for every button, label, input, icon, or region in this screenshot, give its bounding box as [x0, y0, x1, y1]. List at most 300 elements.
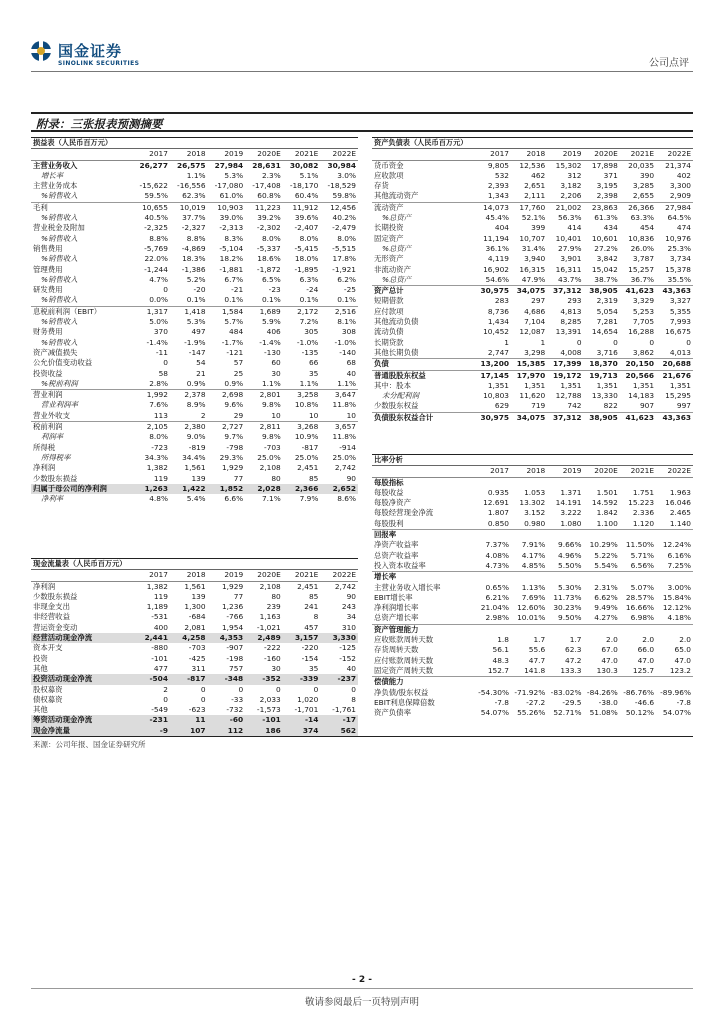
cell-value: -880	[151, 643, 168, 653]
section-title: 资产负债表（人民币百万元）	[372, 138, 693, 149]
cell-value: 38,905	[584, 412, 620, 423]
cell-value: 15,385	[511, 359, 547, 370]
cell-value: 15,295	[665, 391, 691, 401]
cell-value: 400	[153, 622, 168, 632]
cell-value	[584, 530, 620, 541]
cell-value: 7.9%	[299, 494, 319, 504]
cell-value: 20,566	[620, 370, 656, 381]
table-row	[372, 401, 693, 412]
cell-value: 80	[271, 473, 281, 483]
row-label: 营业外收支	[33, 410, 70, 420]
cell-value: 17,898	[591, 160, 618, 170]
cell-value: 7,281	[596, 317, 618, 327]
cell-value: 312	[567, 170, 582, 180]
cell-value: 6.5%	[261, 274, 281, 284]
table-row	[372, 540, 693, 550]
cell-value: -1,872	[256, 264, 281, 274]
table-row	[372, 286, 693, 297]
cell-value: 19,713	[584, 370, 620, 381]
cell-value: 2,655	[632, 191, 655, 201]
cell-value: 40.2%	[332, 213, 356, 223]
cell-value: -1.4%	[146, 337, 168, 347]
cell-value: 12.12%	[662, 603, 691, 613]
cell-value: 1.1%	[186, 170, 206, 180]
cell-value: 5.2%	[186, 274, 206, 284]
table-row	[31, 422, 358, 433]
cell-value: 2,747	[487, 347, 509, 357]
cell-value: 130.3	[596, 665, 618, 675]
year-header: 2018	[170, 570, 208, 581]
row-label: 少数股东权益	[374, 401, 419, 411]
year-header: 2019	[547, 149, 583, 160]
year-header: 2020E	[584, 149, 620, 160]
cell-value: 17,760	[511, 202, 547, 213]
cell-value: 1,561	[184, 581, 206, 591]
row-label: 销售费用	[33, 243, 63, 253]
cell-value: -5,104	[219, 243, 244, 253]
cell-value: 2,033	[259, 694, 281, 704]
income-statement-table	[31, 137, 358, 504]
cell-value: 8,285	[560, 317, 582, 327]
cell-value: 5.4%	[186, 494, 206, 504]
cell-value: 2,516	[320, 306, 358, 317]
table-row	[372, 645, 693, 655]
cell-value: 0	[276, 684, 281, 694]
cell-value: 11,194	[483, 233, 509, 243]
year-header: 2021E	[283, 149, 321, 160]
cell-value: 8.3%	[224, 233, 244, 243]
cell-value: 34,075	[511, 412, 547, 423]
cell-value: 13,330	[591, 391, 618, 401]
cell-value: -46.6	[634, 697, 655, 707]
cell-value: -425	[188, 653, 206, 663]
cell-value: -1,573	[256, 705, 281, 715]
cell-value: 60.4%	[294, 191, 319, 201]
row-label: 资产减值损失	[33, 347, 78, 357]
cell-value: 1	[504, 337, 509, 347]
year-header: 2018	[170, 149, 208, 160]
cell-value: 0	[163, 285, 168, 295]
cell-value: -819	[188, 442, 206, 452]
cell-value: 52.1%	[521, 213, 546, 223]
table-row	[372, 327, 693, 337]
year-header: 2022E	[320, 149, 358, 160]
cell-value: 9.66%	[558, 540, 582, 550]
cell-value: 4.17%	[521, 550, 546, 560]
cell-value: 822	[603, 401, 618, 411]
cell-value: 243	[341, 602, 356, 612]
cell-value: -723	[151, 442, 168, 452]
table-row	[372, 572, 693, 583]
cell-value: -101	[151, 653, 168, 663]
cell-value: 3,182	[560, 181, 582, 191]
cell-value: 1.7	[569, 635, 582, 645]
cell-value: 1.842	[596, 508, 618, 518]
cell-value: -1,021	[256, 622, 281, 632]
cell-value: 1,351	[669, 380, 691, 390]
table-row	[372, 603, 693, 613]
cell-value: 2,108	[259, 581, 281, 591]
cell-value: 11,223	[245, 202, 283, 213]
table-row	[372, 244, 693, 254]
cell-value	[620, 677, 656, 688]
cell-value: -16,556	[177, 181, 206, 191]
year-header: 2022E	[656, 466, 693, 477]
table-row	[31, 306, 358, 317]
cell-value: 0.1%	[299, 295, 319, 305]
cell-value: 3,285	[632, 181, 655, 191]
cell-value: 1.807	[487, 508, 509, 518]
table-row	[372, 593, 693, 603]
cell-value: 12.24%	[662, 540, 691, 550]
cell-value: 2,108	[259, 463, 281, 473]
cell-value: 7.2%	[299, 317, 319, 327]
cell-value: -140	[339, 347, 356, 357]
year-header: 2022E	[656, 149, 693, 160]
cell-value: 119	[153, 473, 168, 483]
cell-value: 0	[613, 337, 618, 347]
cell-value: 5.22%	[594, 550, 618, 560]
cell-value: 5.7%	[224, 317, 244, 327]
cell-value: 2,742	[334, 581, 356, 591]
year-header-row	[372, 149, 693, 160]
cell-value: 2,727	[208, 422, 246, 433]
cell-value: 2.0	[606, 635, 618, 645]
cell-value: 1,689	[245, 306, 283, 317]
cell-value: -38.0	[598, 697, 618, 707]
table-bottom-rule	[31, 736, 693, 737]
section-title: 损益表（人民币百万元）	[31, 138, 358, 149]
cell-value: 5.54%	[594, 560, 618, 570]
cell-value: 406	[266, 327, 281, 337]
cell-value: 8	[351, 694, 356, 704]
cell-value	[656, 572, 693, 583]
cell-value	[620, 530, 656, 541]
cell-value: 30	[271, 368, 281, 378]
table-row	[372, 635, 693, 645]
cell-value: 1,434	[487, 317, 509, 327]
row-label: %销售收入	[41, 274, 78, 284]
cell-value	[620, 477, 656, 488]
row-label: 流动负债	[374, 327, 404, 337]
section-title: 现金流量表（人民币百万元）	[31, 559, 358, 570]
cell-value: 399	[531, 223, 546, 233]
header-blank	[31, 570, 132, 581]
cell-value: 11.73%	[553, 592, 582, 602]
cell-value: 3,734	[669, 254, 691, 264]
cell-value: 10.8%	[294, 400, 319, 410]
cell-value: 0.0%	[149, 295, 168, 305]
cell-value: -135	[301, 347, 319, 357]
row-label: 资产负债率	[374, 708, 411, 718]
cell-value: -18,529	[327, 181, 356, 191]
cell-value: 4,119	[487, 254, 509, 264]
cell-value: 30,975	[475, 286, 511, 297]
table-row	[31, 612, 358, 622]
cell-value: -684	[188, 612, 206, 622]
table-row	[31, 254, 358, 264]
cell-value: -798	[226, 442, 244, 452]
cell-value: 8.0%	[299, 233, 319, 243]
cell-value: 1.080	[560, 518, 582, 528]
cell-value: 47.0	[637, 655, 655, 665]
cell-value: 239	[266, 602, 281, 612]
cell-value: -33	[231, 694, 244, 704]
cell-value: 15,042	[591, 264, 618, 274]
table-row	[372, 213, 693, 223]
cell-value: 4.73%	[485, 560, 509, 570]
cell-value: 1,382	[146, 581, 168, 591]
cell-value: 39.2%	[257, 213, 281, 223]
cell-value: 28.57%	[625, 592, 655, 602]
cell-value: 2.8%	[149, 378, 168, 388]
cell-value: 9.8%	[261, 400, 281, 410]
cell-value: 10,976	[665, 233, 691, 243]
year-header: 2019	[547, 466, 583, 477]
cell-value: 133.3	[560, 665, 582, 675]
cell-value	[475, 572, 511, 583]
cell-value: 2,081	[184, 622, 206, 632]
cell-value	[656, 530, 693, 541]
cell-value: 241	[304, 602, 319, 612]
cell-value: -130	[263, 347, 281, 357]
cell-value: 283	[494, 296, 509, 306]
cell-value: 17.8%	[332, 254, 356, 264]
cell-value: -352	[245, 674, 283, 684]
year-header: 2022E	[320, 570, 358, 581]
cell-value: 12.691	[483, 498, 509, 508]
cell-value: -1.7%	[221, 337, 244, 347]
cell-value: 11.8%	[332, 400, 356, 410]
cell-value: 370	[153, 327, 168, 337]
cell-value: 55.26%	[517, 708, 546, 718]
cell-value: -154	[301, 653, 319, 663]
cell-value: 4,686	[524, 306, 546, 316]
cell-value: 47.9%	[521, 274, 546, 284]
row-label: 营业税金及附加	[33, 223, 85, 233]
cell-value: 60	[271, 358, 281, 368]
cell-value: 1.100	[596, 518, 618, 528]
header-divider	[31, 71, 693, 72]
header-blank	[372, 149, 475, 160]
row-label: %税前利润	[41, 378, 78, 388]
cell-value: 907	[639, 401, 655, 411]
cell-value: 12,536	[519, 160, 546, 170]
cell-value: 8.0%	[149, 432, 168, 442]
cell-value: -60	[208, 715, 246, 725]
sinolink-logo-icon	[30, 40, 52, 62]
table-row	[372, 708, 693, 718]
row-label: %销售收入	[41, 337, 78, 347]
row-label: 少数股东损益	[33, 473, 78, 483]
cell-value: 35	[308, 368, 319, 378]
cell-value: -84.26%	[586, 687, 618, 697]
cell-value: 9.8%	[261, 432, 281, 442]
table-row	[372, 688, 693, 698]
cell-value: 9.7%	[224, 432, 244, 442]
table-row	[31, 244, 358, 254]
cell-value: 63.3%	[630, 213, 655, 223]
cell-value: -1,701	[294, 705, 319, 715]
cell-value: 40	[346, 663, 356, 673]
cell-value: -914	[339, 442, 356, 452]
cell-value: 50.12%	[625, 708, 655, 718]
cell-value: 5.30%	[558, 582, 582, 592]
cell-value: 10,903	[208, 202, 246, 213]
cell-value: 15,302	[555, 160, 582, 170]
table-row	[372, 488, 693, 498]
row-label: 其中：股本	[374, 380, 411, 390]
cell-value: 66	[308, 358, 319, 368]
cell-value: -25	[343, 285, 356, 295]
cell-value: 55.6	[528, 645, 546, 655]
cell-value: 119	[153, 591, 168, 601]
section-title-row	[31, 138, 358, 149]
cell-value: -17	[320, 715, 358, 725]
table-row	[31, 643, 358, 653]
table-row	[372, 191, 693, 202]
cell-value: -5,515	[332, 243, 356, 253]
table-row	[372, 508, 693, 518]
cell-value: 1,263	[132, 484, 170, 494]
cell-value: 26,366	[620, 202, 656, 213]
cell-value: -2,479	[332, 223, 356, 233]
cell-value: 1,351	[524, 380, 546, 390]
table-row	[372, 254, 693, 264]
cell-value: 3,300	[669, 181, 691, 191]
row-label: 少数股东损益	[33, 591, 78, 601]
cell-value: -703	[263, 442, 281, 452]
cell-value: 1.751	[632, 487, 655, 497]
cell-value: 15,378	[665, 264, 691, 274]
cell-value: 2,651	[524, 181, 546, 191]
cell-value: 186	[245, 726, 283, 736]
cell-value: 1,929	[221, 463, 244, 473]
cell-value: 2,028	[245, 484, 283, 494]
section-title-row	[31, 559, 358, 570]
cell-value: 0.1%	[224, 295, 244, 305]
footer-divider	[31, 988, 693, 989]
table-row	[372, 348, 693, 359]
cell-value	[656, 677, 693, 688]
cell-value: 10.9%	[294, 432, 319, 442]
cell-value: 7,705	[632, 317, 655, 327]
cell-value: 47.0	[601, 655, 618, 665]
cell-value: 0.1%	[186, 295, 206, 305]
cell-value: -11	[155, 347, 168, 357]
cell-value: 1.1%	[337, 378, 356, 388]
cell-value: -623	[188, 705, 206, 715]
cell-value: 90	[346, 473, 356, 483]
cell-value: 1,351	[487, 380, 509, 390]
table-row	[372, 412, 693, 423]
cell-value: 41,623	[620, 286, 656, 297]
row-label: %总资产	[382, 274, 412, 284]
cell-value: 19,172	[547, 370, 583, 381]
row-label: 其他流动负债	[374, 317, 419, 327]
cell-value: 8.8%	[186, 233, 206, 243]
cell-value: 390	[639, 170, 655, 180]
row-label: 净利润	[33, 463, 56, 473]
row-label: 存货	[374, 181, 389, 191]
cell-value	[475, 624, 511, 635]
cell-value	[584, 624, 620, 635]
cell-value: 2.0	[642, 635, 655, 645]
table-row	[31, 191, 358, 202]
cell-value: 16,675	[665, 327, 691, 337]
cell-value: 434	[603, 223, 618, 233]
cell-value: 10	[308, 410, 319, 420]
cell-value: 10,707	[519, 233, 546, 243]
row-label: 现金净流量	[31, 726, 132, 736]
cell-value: 48.3	[492, 655, 509, 665]
year-header: 2021E	[620, 149, 656, 160]
table-row	[31, 453, 358, 463]
cell-value: -1,895	[294, 264, 319, 274]
cell-value: -23	[268, 285, 281, 295]
year-header-row	[31, 149, 358, 160]
cell-value: 3,268	[283, 422, 321, 433]
cell-value: 2,111	[524, 191, 546, 201]
cell-value: 85	[308, 473, 319, 483]
cell-value: 31.4%	[521, 243, 546, 253]
cell-value: 474	[676, 223, 691, 233]
cell-value: 374	[283, 726, 321, 736]
cell-value: 8.8%	[149, 233, 168, 243]
cell-value: -504	[132, 674, 170, 684]
cell-value: 9.6%	[224, 400, 244, 410]
cell-value: 2,206	[560, 191, 582, 201]
cell-value: 1,422	[170, 484, 208, 494]
cell-value: 2,380	[170, 422, 208, 433]
cell-value: 30,984	[327, 160, 356, 170]
cell-value: 5.9%	[261, 317, 281, 327]
table-row	[372, 296, 693, 306]
cell-value: 7,104	[524, 317, 546, 327]
row-label: 筹资活动现金净流	[31, 715, 132, 725]
row-label: 财务费用	[33, 327, 63, 337]
cell-value: 3,327	[669, 296, 691, 306]
cell-value: -17,408	[252, 181, 281, 191]
cell-value: 43,363	[656, 286, 693, 297]
cell-value: 13.302	[519, 498, 546, 508]
source-note: 来源：公司年报、国金证券研究所	[33, 740, 146, 749]
row-label: 净利率	[41, 494, 64, 504]
row-label: 负债股东权益合计	[372, 412, 475, 423]
row-label: 应付款项	[374, 306, 404, 316]
cell-value: 414	[567, 223, 582, 233]
row-label: %销售收入	[41, 295, 78, 305]
cell-value: 1,236	[221, 602, 244, 612]
cell-value: 310	[341, 622, 356, 632]
year-header: 2021E	[283, 570, 321, 581]
table-row	[31, 654, 358, 664]
cell-value: -9	[132, 726, 170, 736]
table-row	[31, 592, 358, 602]
cell-value: -17,080	[214, 181, 244, 191]
cell-value	[511, 624, 547, 635]
cell-value: 10,452	[483, 327, 509, 337]
cell-value: 3,940	[524, 254, 546, 264]
cell-value: 8.6%	[337, 494, 356, 504]
cell-value: 0.850	[487, 518, 509, 528]
table-row	[372, 677, 693, 688]
row-label: 资产管理能力	[372, 624, 475, 635]
row-label: 每股指标	[374, 477, 404, 487]
row-label: 债权募资	[33, 694, 63, 704]
table-row	[31, 338, 358, 348]
cell-value: 6.62%	[594, 592, 618, 602]
